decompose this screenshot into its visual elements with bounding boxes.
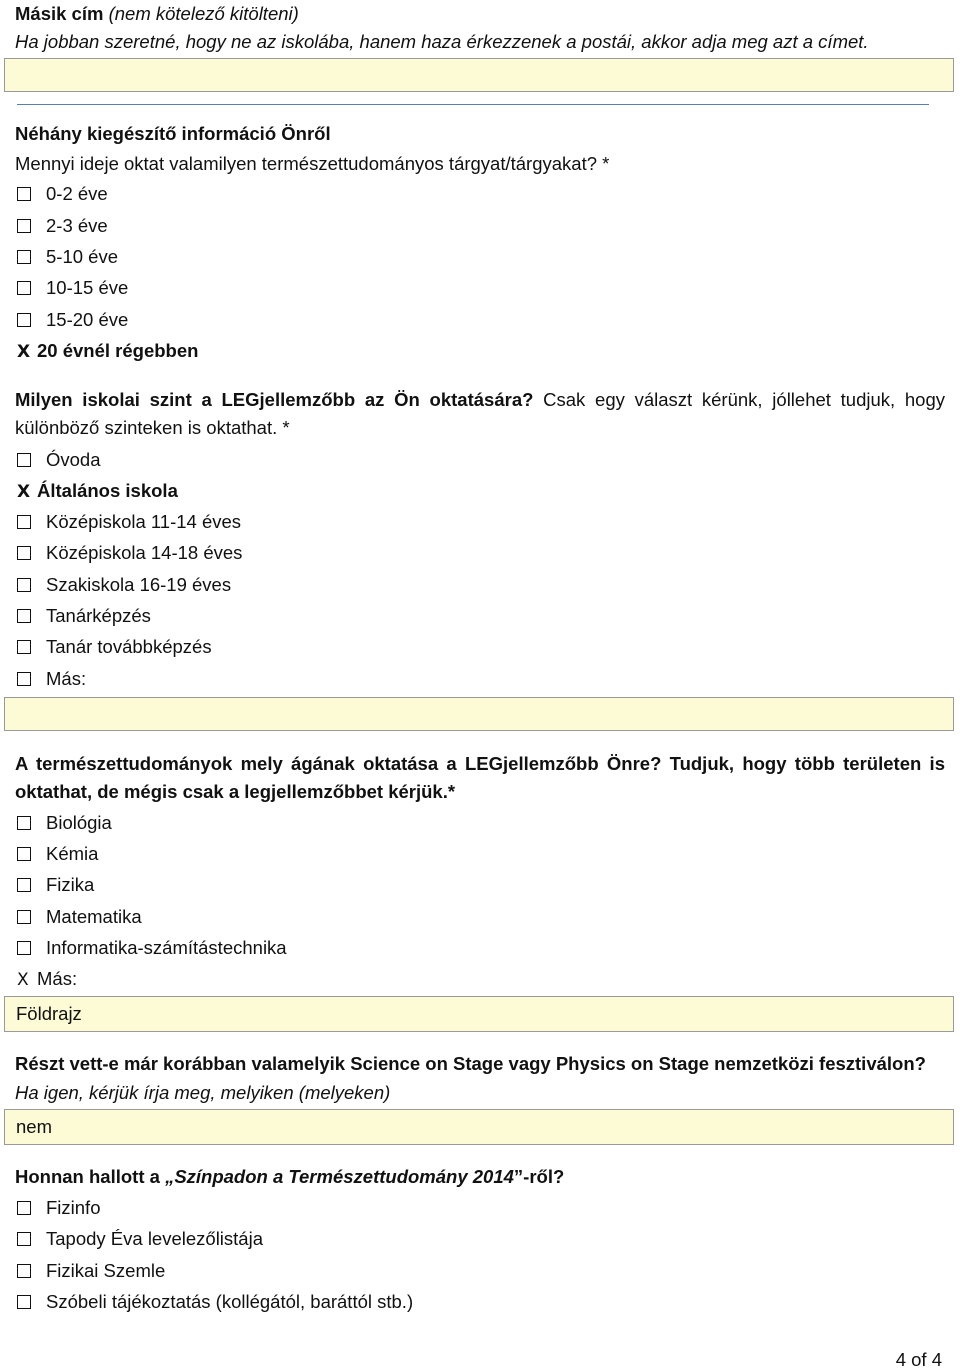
q-source-question-title: „Színpadon a Természettudomány 2014: [165, 1166, 514, 1187]
q-level-question: [15, 386, 945, 442]
checkbox-empty-icon[interactable]: [17, 453, 31, 467]
option-label: Más:: [37, 968, 78, 989]
q-level-option[interactable]: [15, 635, 212, 659]
option-label: 2-3 éve: [46, 215, 108, 236]
q-years-option-selected[interactable]: [15, 339, 198, 363]
q-source-question-post: ”-ről?: [513, 1166, 565, 1187]
option-label: 0-2 éve: [46, 183, 108, 204]
checkbox-empty-icon[interactable]: [17, 1295, 31, 1309]
q-level-option[interactable]: [15, 541, 242, 565]
q-festival-question: Részt vett-e már korábban valamelyik Science on Stage vagy Physics on Stage nemzetközi fesztiválon?: [15, 1053, 926, 1074]
option-label: Középiskola 14-18 éves: [46, 542, 243, 563]
checkbox-empty-icon[interactable]: [17, 546, 31, 560]
q-level-option[interactable]: [15, 604, 151, 628]
checkbox-empty-icon[interactable]: [17, 878, 31, 892]
checkbox-checked-icon[interactable]: X: [17, 970, 29, 990]
option-label: Óvoda: [46, 449, 101, 470]
checkbox-empty-icon[interactable]: [17, 1232, 31, 1246]
q-years-option[interactable]: [15, 308, 128, 332]
option-label: 10-15 éve: [46, 277, 129, 298]
checkbox-empty-icon[interactable]: [17, 816, 31, 830]
q-level-option-selected[interactable]: [15, 479, 178, 503]
q-source-question-pre: Honnan hallott a: [15, 1166, 166, 1187]
option-label: Informatika-számítástechnika: [46, 937, 287, 958]
q-level-option[interactable]: [15, 510, 241, 534]
q-level-other-input[interactable]: [4, 697, 954, 731]
q-years-question: Mennyi ideje oktat valamilyen természettudományos tárgyat/tárgyakat? *: [15, 153, 610, 174]
option-label: 5-10 éve: [46, 246, 118, 267]
q-level-option[interactable]: [15, 573, 231, 597]
option-label: Szakiskola 16-19 éves: [46, 574, 232, 595]
checkbox-checked-icon[interactable]: X: [17, 482, 31, 502]
q-level-option[interactable]: [15, 448, 101, 472]
q-branch-option[interactable]: [15, 811, 112, 835]
option-label: Biológia: [46, 812, 112, 833]
page-number: 4 of 4: [895, 1349, 942, 1370]
q-years-option[interactable]: [15, 276, 128, 300]
q-level-question-note: Csak egy választ kérünk, jóllehet tudjuk, hogy különböző szinteken is oktathat. *: [15, 389, 946, 438]
alt-address-input[interactable]: [4, 58, 954, 92]
checkbox-empty-icon[interactable]: [17, 578, 31, 592]
checkbox-empty-icon[interactable]: [17, 219, 31, 233]
checkbox-empty-icon[interactable]: [17, 187, 31, 201]
q-source-option[interactable]: [15, 1227, 263, 1251]
checkbox-empty-icon[interactable]: [17, 847, 31, 861]
option-label: Matematika: [46, 906, 142, 927]
checkbox-empty-icon[interactable]: [17, 640, 31, 654]
option-label: 15-20 éve: [46, 309, 129, 330]
checkbox-empty-icon[interactable]: [17, 672, 31, 686]
q-branch-question: A természettudományok mely ágának oktatása a LEGjellemzőbb Önre? Tudjuk, hogy több területen is oktathat, de mégis csak a legjellemzőbbet kérjük.*: [15, 753, 945, 802]
extra-info-heading: Néhány kiegészítő információ Önről: [15, 123, 331, 144]
q-branch-option-selected[interactable]: [15, 967, 77, 991]
q-branch-option[interactable]: [15, 905, 142, 929]
q-years-option[interactable]: [15, 182, 108, 206]
checkbox-checked-icon[interactable]: X: [17, 342, 31, 362]
q-branch-option[interactable]: [15, 936, 287, 960]
alt-address-title-text: Másik cím: [15, 3, 104, 24]
q-level-question-main: Milyen iskolai szint a LEGjellemzőbb az Ön oktatására?: [15, 389, 534, 410]
checkbox-empty-icon[interactable]: [17, 1201, 31, 1215]
checkbox-empty-icon[interactable]: [17, 941, 31, 955]
option-label: Tanár továbbképzés: [46, 636, 212, 657]
q-years-option[interactable]: [15, 245, 118, 269]
q-festival-hint: Ha igen, kérjük írja meg, melyiken (melyeken): [15, 1082, 391, 1103]
option-label: Fizika: [46, 874, 95, 895]
q-festival-input[interactable]: nem: [4, 1109, 954, 1145]
option-label: Tapody Éva levelezőlistája: [46, 1228, 263, 1249]
section-divider: [17, 104, 929, 105]
q-branch-option[interactable]: [15, 842, 98, 866]
q-source-option[interactable]: [15, 1290, 413, 1314]
q-years-option[interactable]: [15, 214, 108, 238]
q-source-option[interactable]: [15, 1259, 165, 1283]
option-label: Szóbeli tájékoztatás (kollégától, baráttól stb.): [46, 1291, 414, 1312]
checkbox-empty-icon[interactable]: [17, 609, 31, 623]
checkbox-empty-icon[interactable]: [17, 1264, 31, 1278]
option-label: Tanárképzés: [46, 605, 151, 626]
q-branch-other-input[interactable]: Földrajz: [4, 996, 954, 1032]
option-label: Fizinfo: [46, 1197, 101, 1218]
checkbox-empty-icon[interactable]: [17, 515, 31, 529]
option-label: Más:: [46, 668, 87, 689]
alt-address-hint: Ha jobban szeretné, hogy ne az iskolába, hanem haza érkezzenek a postái, akkor adja meg azt a címet.: [15, 31, 869, 52]
option-label: Kémia: [46, 843, 99, 864]
checkbox-empty-icon[interactable]: [17, 281, 31, 295]
option-label: Általános iskola: [37, 480, 178, 501]
option-label: Középiskola 11-14 éves: [46, 511, 242, 532]
q-branch-option[interactable]: [15, 873, 94, 897]
alt-address-title: [15, 2, 299, 26]
alt-address-title-note: (nem kötelező kitölteni): [108, 3, 299, 24]
option-label: 20 évnél régebben: [37, 340, 199, 361]
checkbox-empty-icon[interactable]: [17, 910, 31, 924]
option-label: Fizikai Szemle: [46, 1260, 166, 1281]
q-source-question: [15, 1165, 564, 1189]
q-source-option[interactable]: [15, 1196, 101, 1220]
checkbox-empty-icon[interactable]: [17, 313, 31, 327]
q-level-option[interactable]: [15, 667, 86, 691]
checkbox-empty-icon[interactable]: [17, 250, 31, 264]
